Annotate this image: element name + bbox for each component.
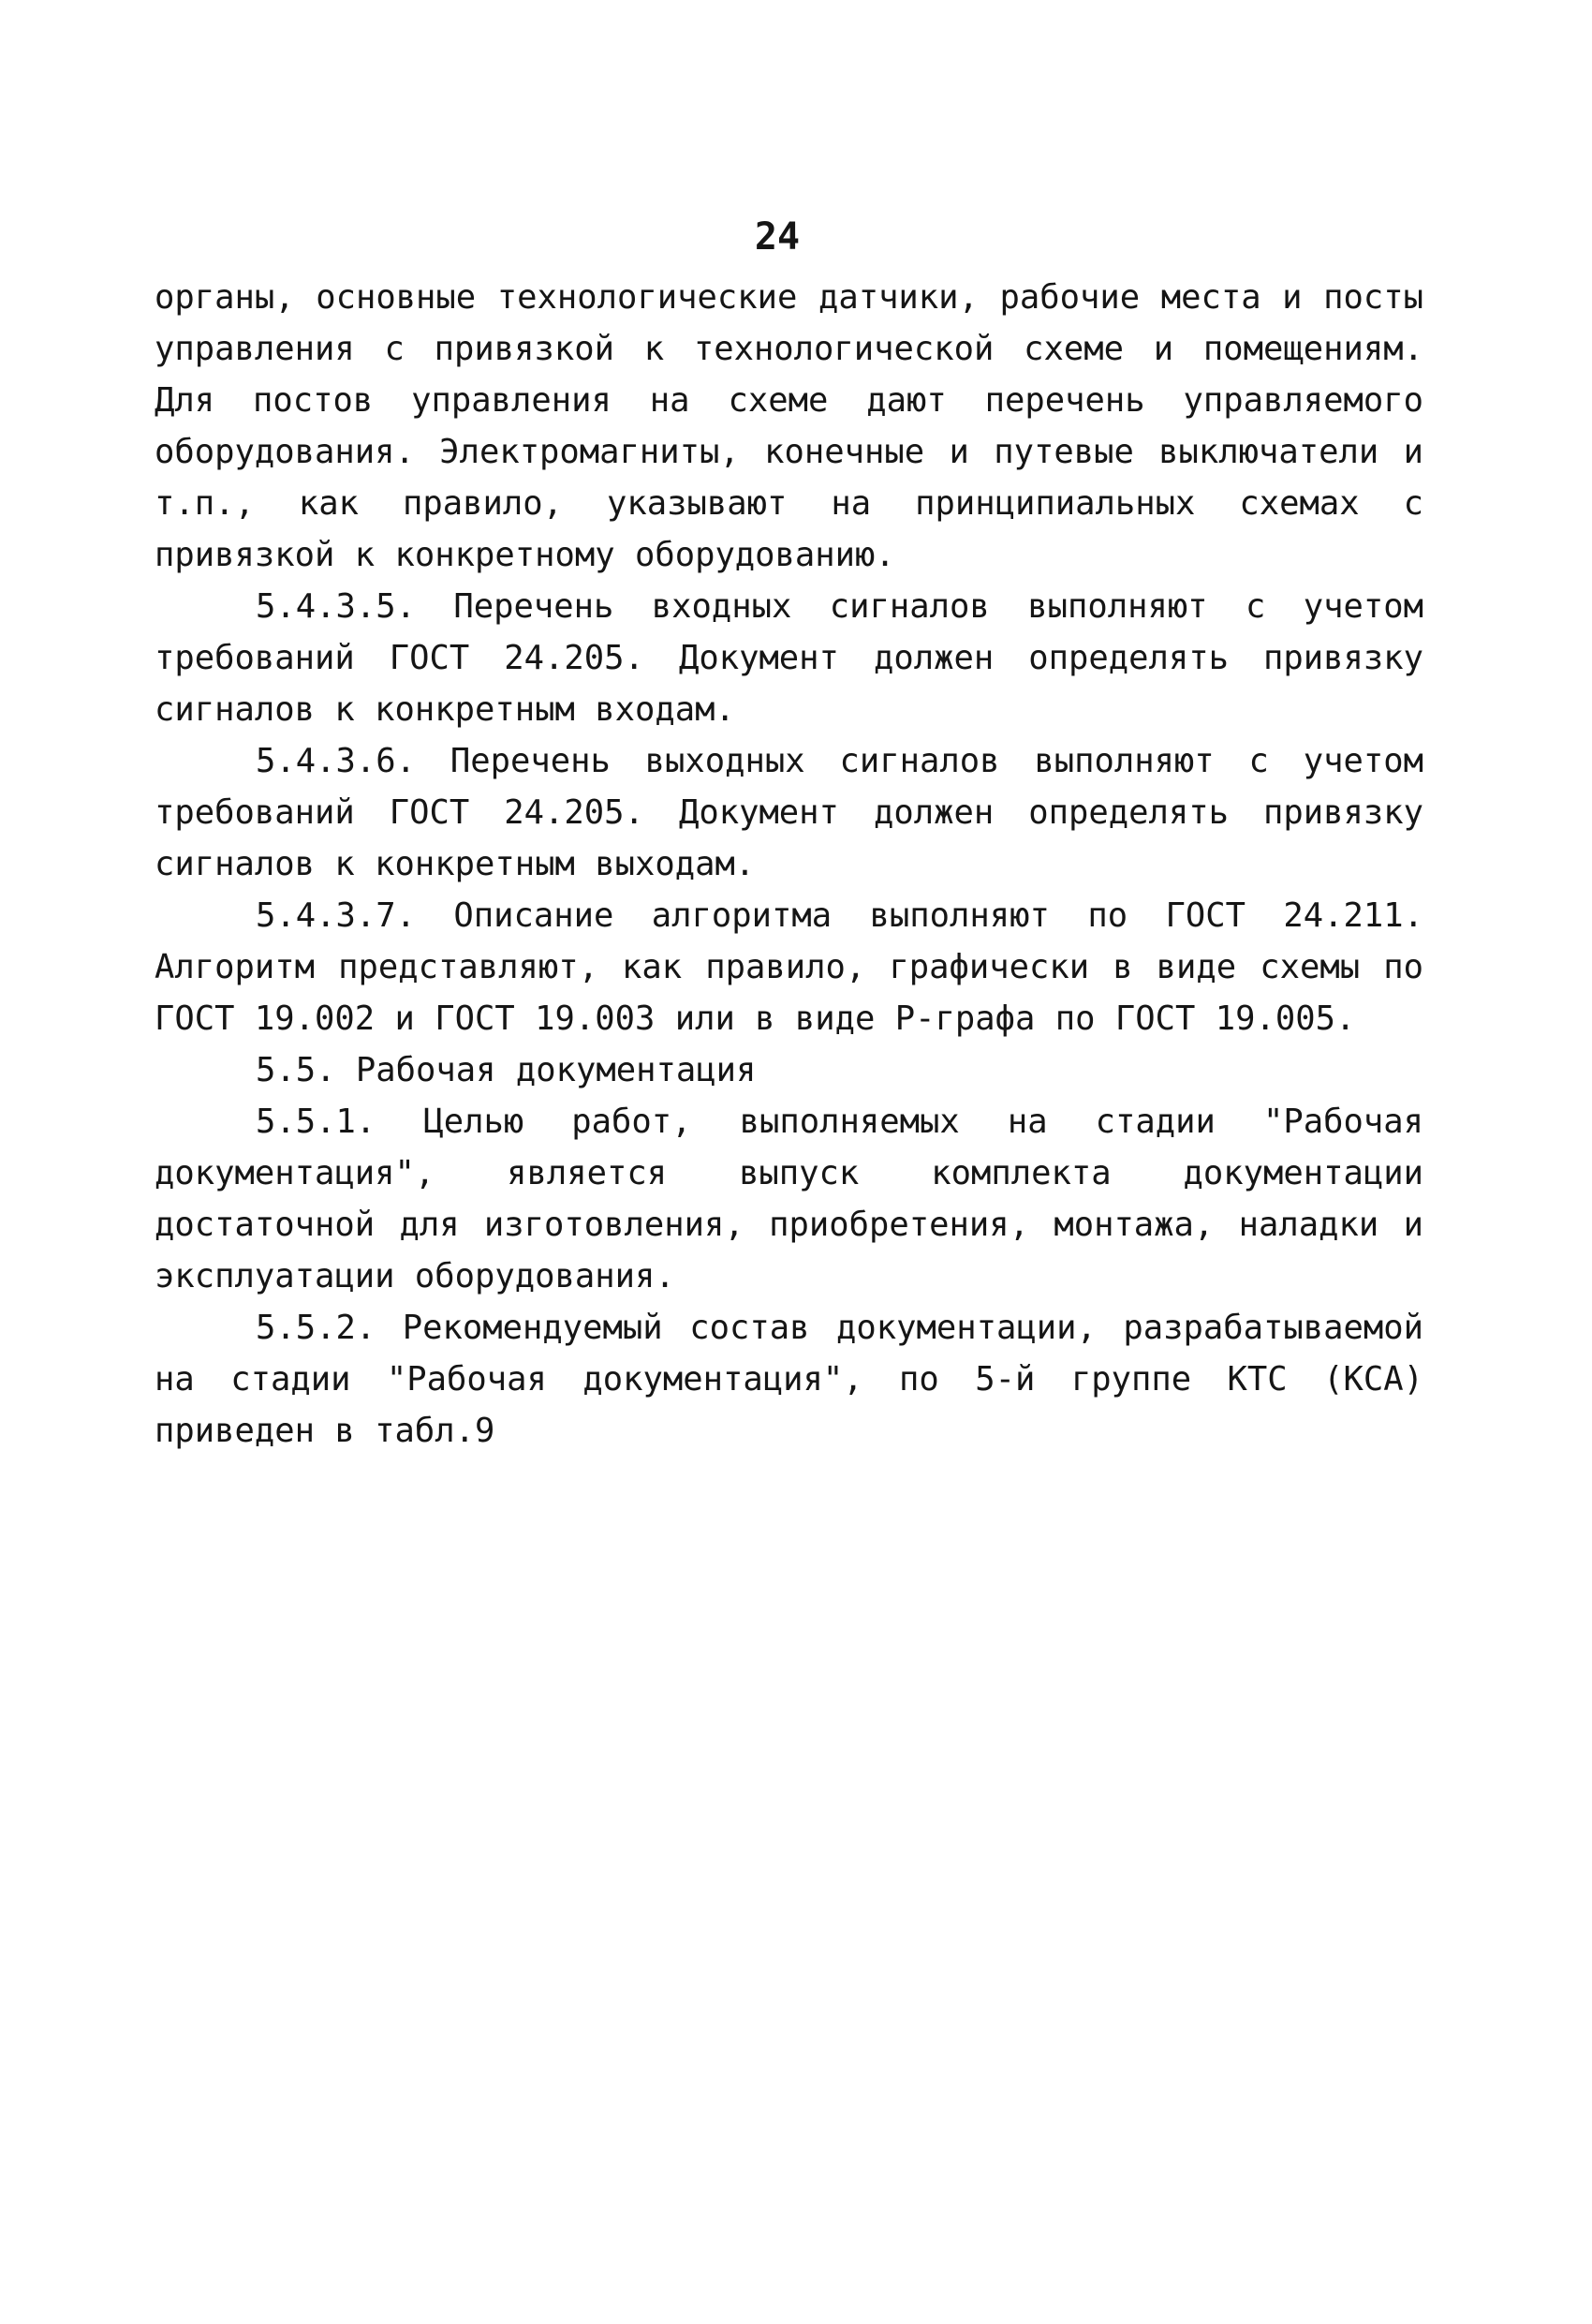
paragraph-5-4-3-5: 5.4.3.5. Перечень входных сигналов выполняют с учетом требований ГОСТ 24.205. Документ должен определять привязку сигналов к конкретным входам. (155, 587, 1423, 729)
paragraph-5-4-3-6: 5.4.3.6. Перечень выходных сигналов выполняют с учетом требований ГОСТ 24.205. Документ должен определять привязку сигналов к конкретным выходам. (155, 742, 1423, 883)
section-heading-5-5: 5.5. Рабочая документация (256, 1051, 757, 1089)
paragraph-5-4-3-7: 5.4.3.7. Описание алгоритма выполняют по ГОСТ 24.211. Алгоритм представляют, как правило, графически в виде схемы по ГОСТ 19.002 и ГОСТ 19.003 или в виде Р-графа по ГОСТ 19.005. (155, 896, 1423, 1038)
paragraph-5-5-2: 5.5.2. Рекомендуемый состав документации, разрабатываемой на стадии "Рабочая документация", по 5-й группе КТС (КСА) приведен в табл.9 (155, 1309, 1423, 1450)
paragraph-continuation: органы, основные технологические датчики, рабочие места и посты управления с привязкой к технологической схеме и помещениям. Для постов управления на схеме дают перечень управляемого оборудования. Электромагниты, конечные и путевые выключатели и т.п., как правило, указывают на принципиальных схемах с привязкой к конкретному оборудованию. (155, 278, 1423, 574)
page-number: 24 (754, 215, 801, 259)
paragraph-5-5-1: 5.5.1. Целью работ, выполняемых на стадии "Рабочая документация", является выпуск комплекта документации достаточной для изготовления, приобретения, монтажа, наладки и эксплуатации оборудования. (155, 1103, 1423, 1295)
body-text (155, 272, 1423, 1457)
